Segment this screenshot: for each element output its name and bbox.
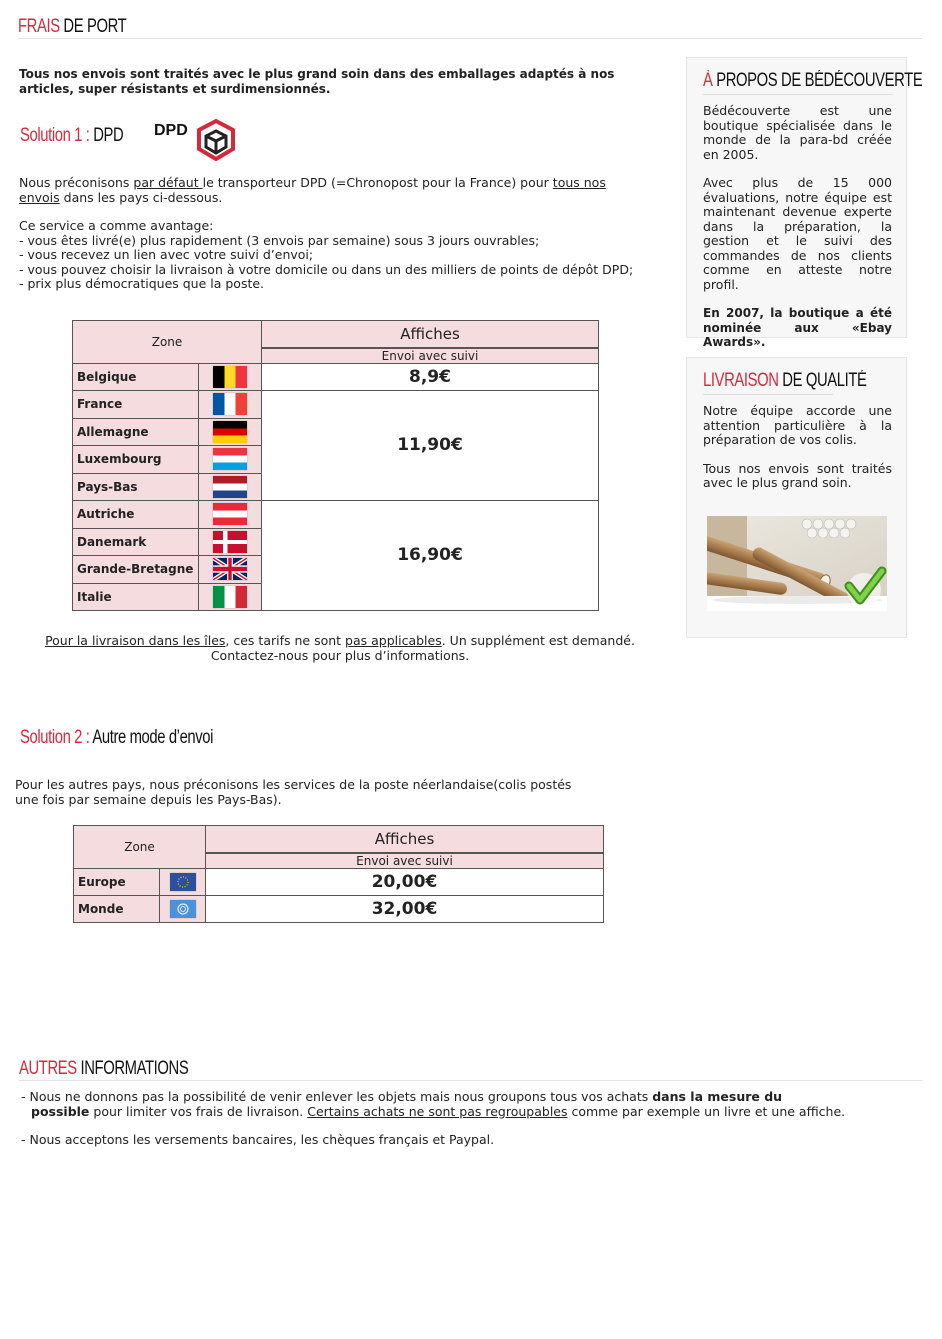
list-item: - prix plus démocratiques que la poste. bbox=[19, 276, 265, 291]
list-item: - vous êtes livré(e) plus rapidement (3 envois par semaine) sous 3 jours ouvrables; bbox=[19, 232, 540, 248]
flag-be-icon bbox=[213, 366, 247, 388]
table-row: Luxembourg bbox=[73, 445, 599, 473]
flag-lu-icon bbox=[213, 448, 247, 470]
autres-divider bbox=[19, 1080, 923, 1081]
table-row: Belgique 8,9€ bbox=[73, 363, 599, 390]
flag-at-icon bbox=[213, 503, 247, 525]
autres-item-2: - Nous acceptons les versements bancaires, les chèques français et Paypal. bbox=[21, 1132, 495, 1147]
about-divider bbox=[703, 94, 893, 95]
flag-de-icon bbox=[213, 421, 247, 443]
dpd-logo: DPD bbox=[154, 118, 238, 164]
table-row: Danemark bbox=[73, 528, 599, 555]
link-achats-non-regroupables[interactable]: Certains achats ne sont pas regroupables bbox=[307, 1103, 568, 1119]
flag-un-icon bbox=[170, 900, 196, 918]
dpd-cube-icon bbox=[194, 118, 238, 162]
zone-header: Zone bbox=[74, 826, 206, 869]
list-item: - vous pouvez choisir la livraison à votre domicile ou dans un des milliers de points de dépôt DPD; bbox=[19, 261, 634, 277]
quality-divider bbox=[703, 394, 833, 395]
quality-text-1: Notre équipe accorde une attention particulière à la préparation de vos colis. bbox=[703, 403, 892, 447]
title-divider bbox=[18, 38, 922, 39]
column-subtitle: Envoi avec suivi bbox=[206, 853, 604, 869]
list-item: - vous recevez un lien avec votre suivi d’envoi; bbox=[19, 247, 314, 262]
table-row: Monde 32,00€ bbox=[74, 895, 604, 922]
about-text-3: En 2007, la boutique a été nominée aux «Ebay Awards». bbox=[703, 306, 892, 349]
advantages-list: Ce service a comme avantage: - vous êtes livré(e) plus rapidement (3 envois par semaine) sous 3 jours ouvrables; - vous recevez un lien avec votre suivi d’envoi; - vous pouvez choisir la livraison à votre domicile ou dans un des milliers de points de dépôt DPD; - prix plus démocratiques que la poste. bbox=[19, 219, 639, 292]
table-row: France 11,90€ bbox=[73, 390, 599, 418]
column-title: Affiches bbox=[206, 826, 604, 853]
price-cell: 20,00€ bbox=[206, 868, 604, 895]
zone-header: Zone bbox=[73, 321, 262, 364]
flag-fr-icon bbox=[213, 393, 247, 415]
about-title: À PROPOS DE BÉDÉCOUVERTE bbox=[703, 70, 923, 91]
quality-panel bbox=[686, 357, 907, 638]
flag-nl-icon bbox=[213, 476, 247, 498]
about-text-1: Bédécouverte est une boutique spécialisée dans le monde de la para-bd créée en 2005. bbox=[703, 103, 892, 162]
table-row: Europe 20,00€ bbox=[74, 868, 604, 895]
solution1-title: Solution 1 : DPD bbox=[20, 125, 124, 146]
price-cell: 16,90€ bbox=[262, 500, 599, 610]
price-cell: 8,9€ bbox=[262, 363, 599, 390]
autres-title: AUTRES INFORMATIONS bbox=[19, 1058, 189, 1079]
quality-text-2: Tous nos envois sont traités avec le plus grand soin. bbox=[703, 460, 892, 490]
packaging-photo bbox=[707, 516, 887, 611]
other-rates-table bbox=[73, 825, 604, 923]
about-text-2: Avec plus de 15 000 évaluations, notre équipe est maintenant devenue experte dans la préparation, la gestion et le suivi des commandes de nos clients comme en atteste notre profil. bbox=[703, 175, 892, 292]
islands-note: Pour la livraison dans les îles, ces tarifs ne sont pas applicables. Un supplément est demandé. Contactez-nous pour plus d’informations. bbox=[45, 633, 635, 663]
table-row: Autriche 16,90€ bbox=[73, 500, 599, 528]
flag-eu-icon bbox=[170, 873, 196, 891]
flag-gb-icon bbox=[213, 558, 247, 580]
link-livraison-iles[interactable]: Pour la livraison dans les îles bbox=[45, 633, 226, 648]
about-panel bbox=[686, 57, 923, 349]
intro-text: Tous nos envois sont traités avec le plus grand soin dans des emballages adaptés à nos articles, super résistants et surdimensionnés. bbox=[19, 67, 615, 96]
page-title: FRAIS DE PORT bbox=[18, 16, 127, 37]
link-tous-nos-envois[interactable]: tous nos envois bbox=[19, 175, 606, 205]
table-row: Grande-Bretagne bbox=[73, 555, 599, 583]
solution2-title: Solution 2 : Autre mode d’envoi bbox=[20, 727, 214, 748]
table-row: Pays-Bas bbox=[73, 473, 599, 500]
link-par-defaut[interactable]: par défaut bbox=[133, 175, 203, 190]
link-pas-applicables[interactable]: pas applicables bbox=[345, 633, 442, 648]
solution1-text: Nous préconisons par défaut le transporteur DPD (=Chronopost pour la France) pour tous nos envois dans les pays ci-dessous. bbox=[19, 175, 606, 205]
autres-item-1: - Nous ne donnons pas la possibilité de venir enlever les objets mais nous groupons tous vos achats dans la mesure du possible pour limiter vos frais de livraison. Certains achats ne sont pas regroupables comme par exemple un livre et une affiche. bbox=[21, 1089, 846, 1119]
table-row: Italie bbox=[73, 583, 599, 610]
dpd-rates-table bbox=[72, 320, 599, 611]
price-cell: 32,00€ bbox=[206, 895, 604, 922]
quality-title: LIVRAISON DE QUALITÉ bbox=[703, 370, 867, 391]
column-subtitle: Envoi avec suivi bbox=[262, 348, 599, 364]
price-cell: 11,90€ bbox=[262, 390, 599, 500]
shipping-tubes-image bbox=[707, 516, 887, 611]
column-title: Affiches bbox=[262, 321, 599, 348]
flag-dk-icon bbox=[213, 531, 247, 553]
table-row: Allemagne bbox=[73, 418, 599, 445]
solution2-text: Pour les autres pays, nous préconisons les services de la poste néerlandaise(colis postés une fois par semaine depuis les Pays-Bas). bbox=[15, 777, 572, 807]
flag-it-icon bbox=[213, 586, 247, 608]
